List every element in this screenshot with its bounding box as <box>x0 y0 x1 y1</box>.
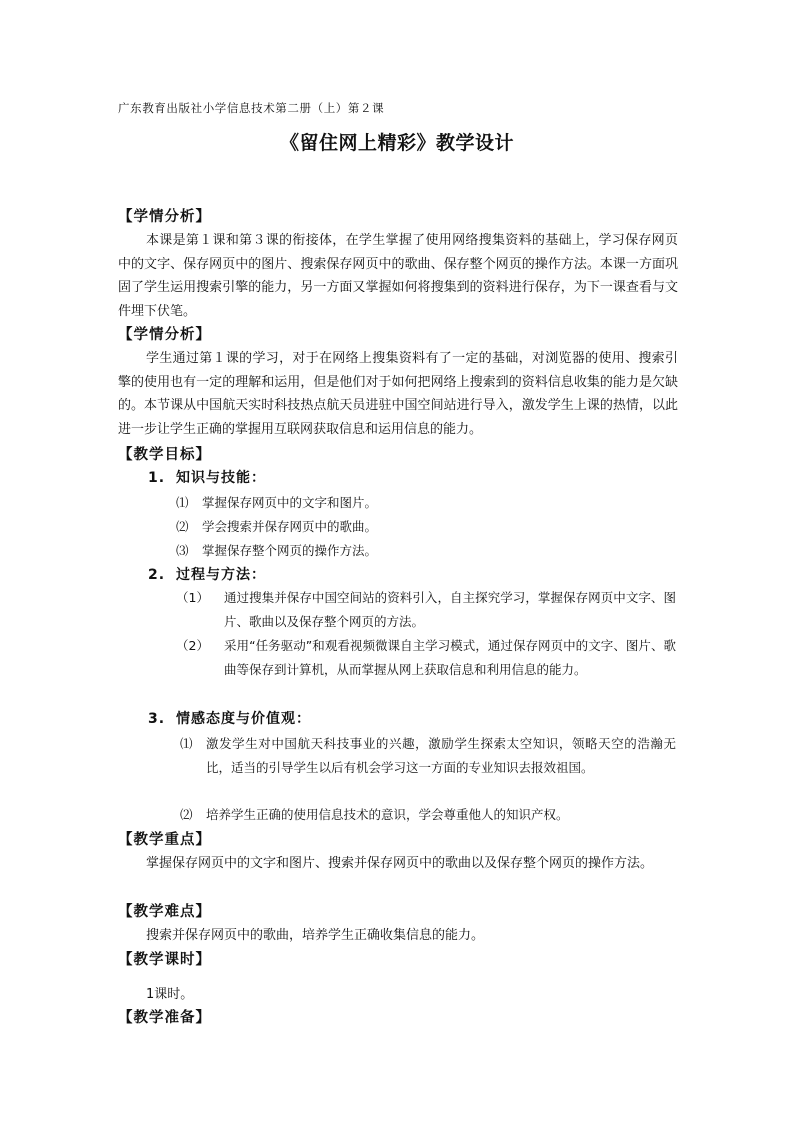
series-line: 广东教育出版社小学信息技术第二册（上）第２课 <box>118 101 385 115</box>
paragraph-analysis-2 <box>118 347 678 441</box>
item-label: ⑴ <box>176 495 189 510</box>
item-text: 通过搜集并保存中国空间站的资料引入，自主探究学习，掌握保存网页中文字、图片、歌曲以及保存整个网页的方法。 <box>224 590 676 629</box>
document-title: 《留住网上精彩》教学设计 <box>279 132 514 154</box>
paragraph-text: 1课时。 <box>146 987 194 1002</box>
goal-emotion-heading <box>148 708 311 728</box>
item-label: ⑶ <box>176 543 189 558</box>
item-label: （2） <box>176 638 209 653</box>
item-label: （1） <box>176 590 209 605</box>
goal-title: 过程与方法： <box>176 567 266 583</box>
goal-title: 情感态度与价值观： <box>176 711 311 727</box>
paragraph-analysis-1 <box>118 229 678 323</box>
goal-process-item-1 <box>176 586 676 633</box>
item-text: 学会搜索并保存网页中的歌曲。 <box>202 519 378 534</box>
item-text: 掌握保存整个网页的操作方法。 <box>202 543 378 558</box>
paragraph-key-points <box>118 852 678 876</box>
paragraph-text: 学生通过第１课的学习，对于在网络上搜集资料有了一定的基础，对浏览器的使用、搜索引擎的使用也有一定的理解和运用，但是他们对于如何把网络上搜索到的资料信息收集的能力是欠缺的。本节课从中国航天实时科技热点航天员进驻中国空间站进行导入，激发学生上课的热情，以此进一步让学生正确的掌握用互联网获取信息和运用信息的能力。 <box>118 351 678 437</box>
goal-knowledge-heading <box>148 467 266 487</box>
paragraph-text: 掌握保存网页中的文字和图片、搜索并保存网页中的歌曲以及保存整个网页的操作方法。 <box>146 856 654 871</box>
goal-process-heading <box>148 564 266 584</box>
paragraph-hours <box>118 983 678 1007</box>
goal-number: 2. <box>148 567 166 583</box>
item-label: ⑵ <box>176 519 189 534</box>
goal-process-item-2 <box>176 634 676 681</box>
item-label: ⑴ <box>180 736 193 751</box>
section-heading-difficulties: 【教学难点】 <box>118 904 211 920</box>
item-text: 培养学生正确的使用信息技术的意识，学会尊重他人的知识产权。 <box>206 807 569 822</box>
section-heading-preparation: 【教学准备】 <box>118 1010 211 1026</box>
paragraph-text: 本课是第１课和第３课的衔接体，在学生掌握了使用网络搜集资料的基础上，学习保存网页中的文字、保存网页中的图片、搜索保存网页中的歌曲、保存整个网页的操作方法。本课一方面巩固了学生运用搜索引擎的能力，另一方面又掌握如何将搜集到的资料进行保存，为下一课查看与文件埋下伏笔。 <box>118 233 678 319</box>
goal-knowledge-item-3 <box>176 541 377 559</box>
section-heading-goals: 【教学目标】 <box>118 447 211 463</box>
item-text: 掌握保存网页中的文字和图片。 <box>202 495 378 510</box>
item-text: 激发学生对中国航天科技事业的兴趣，激励学生探索太空知识，领略天空的浩瀚无比，适当的引导学生以后有机会学习这一方面的专业知识去报效祖国。 <box>206 736 676 775</box>
goal-knowledge-item-2 <box>176 517 377 535</box>
goal-emotion-item-2 <box>180 805 569 823</box>
item-label: ⑵ <box>180 807 193 822</box>
item-text: 采用“任务驱动”和观看视频微课自主学习模式，通过保存网页中的文字、图片、歌曲等保存到计算机，从而掌握从网上获取信息和利用信息的能力。 <box>224 638 676 677</box>
paragraph-difficulties <box>118 924 678 948</box>
goal-number: 1. <box>148 470 166 486</box>
paragraph-text: 搜索并保存网页中的歌曲，培养学生正确收集信息的能力。 <box>146 928 485 943</box>
goal-emotion-item-1 <box>180 732 676 779</box>
section-heading-key-points: 【教学重点】 <box>118 832 211 848</box>
section-heading-analysis-2: 【学情分析】 <box>118 327 211 343</box>
goal-title: 知识与技能： <box>176 470 266 486</box>
goal-knowledge-item-1 <box>176 493 377 511</box>
section-heading-hours: 【教学课时】 <box>118 952 211 968</box>
goal-number: 3. <box>148 711 166 727</box>
section-heading-analysis-1: 【学情分析】 <box>118 209 211 225</box>
